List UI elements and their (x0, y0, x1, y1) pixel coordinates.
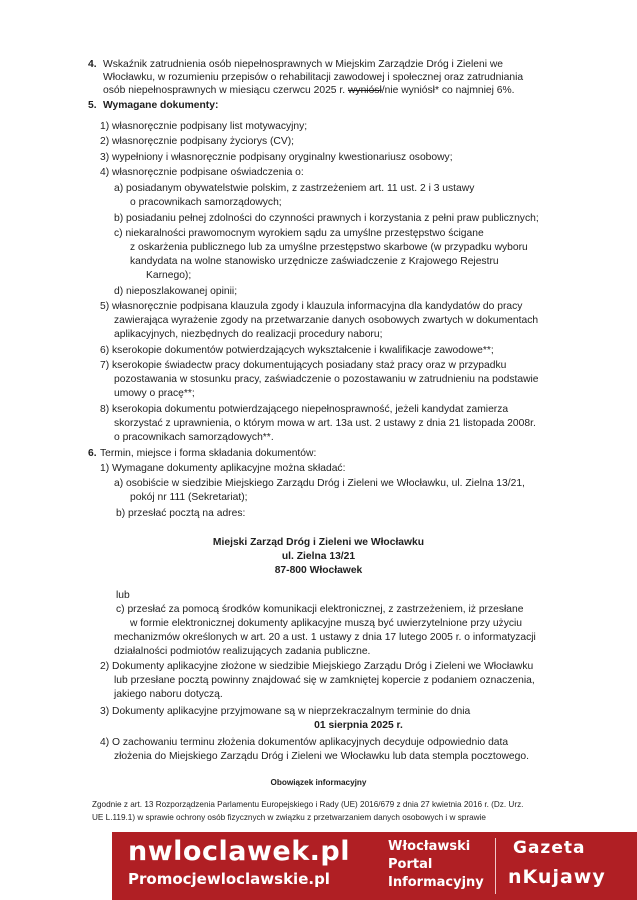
doc-line: lub przesłane pocztą powinny znajdować się w zamkniętej kopercie z podaniem oznaczenia, (114, 675, 535, 686)
doc-line: a) osobiście w siedzibie Miejskiego Zarządu Dróg i Zieleni we Włocławku, ul. Zielna 13/21, (114, 478, 525, 489)
doc-line: jakiego naboru dotyczą. (114, 689, 223, 700)
doc-line: pozostawania w stosunku pracy, zaświadczenie o pozostawaniu w zatrudnieniu na podstawie (114, 374, 539, 385)
site-logo-subtext[interactable]: Promocjewloclawskie.pl (128, 870, 330, 888)
section-4-line: osób niepełnosprawnych w miesiącu czerwcu 2025 r. wyniósł/nie wyniósł* co najmniej 6%. (103, 85, 515, 96)
doc-line: o pracownikach samorządowych; (130, 197, 282, 208)
deadline-date: 01 sierpnia 2025 r. (314, 720, 403, 731)
site-logo-text[interactable]: nwloclawek.pl (128, 836, 350, 867)
section-4-line: Wskaźnik zatrudnienia osób niepełnosprawnych w Miejskim Zarządzie Dróg i Zieleni we (103, 59, 504, 70)
address-line: ul. Zielna 13/21 (281, 551, 356, 562)
doc-line: 7) kserokopie świadectw pracy dokumentujących posiadany staż pracy oraz w przypadku (100, 360, 507, 371)
doc-line: o pracownikach samorządowych**. (114, 432, 274, 443)
nkujawy-label[interactable]: nKujawy (508, 866, 606, 888)
section-4-line: Włocławku, w rozumieniu przepisów o rehabilitacji zawodowej i społecznej oraz zatrudniania (103, 72, 524, 83)
doc-line: Termin, miejsce i forma składania dokumentów: (100, 448, 317, 459)
doc-line: d) nieposzlakowanej opinii; (114, 286, 238, 297)
doc-line: działalności podmiotów realizujących zadania publiczne. (114, 646, 371, 657)
doc-line: z oskarżenia publicznego lub za umyślne przestępstwo skarbowe (w przypadku wyboru (130, 242, 528, 253)
doc-line: mechanizmów określonych w art. 20 a ust. 1 ustawy z dnia 17 lutego 2005 r. o informatyzacji (114, 632, 536, 643)
doc-line: c) przesłać za pomocą środków komunikacji elektronicznej, z zastrzeżeniem, iż przesłane (116, 604, 524, 615)
address-line: 87-800 Włocławek (274, 565, 363, 576)
doc-line: b) przesłać pocztą na adres: (116, 508, 246, 519)
section-6-number: 6. (88, 448, 97, 459)
doc-line: a) posiadanym obywatelstwie polskim, z zastrzeżeniem art. 11 ust. 2 i 3 ustawy (114, 183, 475, 194)
doc-line: umowy o pracę**; (114, 388, 195, 399)
doc-line: 3) wypełniony i własnoręcznie podpisany oryginalny kwestionariusz osobowy; (100, 152, 453, 163)
doc-line: b) posiadaniu pełnej zdolności do czynności prawnych i korzystania z pełni praw publicznych; (114, 213, 539, 224)
doc-line: 5) własnoręcznie podpisana klauzula zgody i klauzula informacyjna dla kandydatów do pracy (100, 301, 523, 312)
gazeta-label[interactable]: Gazeta (513, 838, 586, 858)
banner-divider (495, 838, 496, 894)
doc-line: 6) kserokopie dokumentów potwierdzających wykształcenie i kwalifikacje zawodowe**; (100, 345, 494, 356)
doc-line: c) niekaralności prawomocnym wyrokiem sądu za umyślne przestępstwo ścigane (114, 228, 484, 239)
doc-line: w formie elektronicznej dokumenty aplikacyjne muszą być uwierzytelnione przy użyciu (130, 618, 523, 629)
doc-line: 1) Wymagane dokumenty aplikacyjne można składać: (100, 463, 346, 474)
doc-line: 1) własnoręcznie podpisany list motywacyjny; (100, 121, 308, 132)
doc-line: kandydata na wolne stanowisko urzędnicze zaświadczenie z Krajowego Rejestru (130, 256, 499, 267)
doc-line: 4) O zachowaniu terminu złożenia dokumentów aplikacyjnych decyduje odpowiednio data (100, 737, 509, 748)
address-line: Miejski Zarząd Dróg i Zieleni we Włocławku (212, 537, 425, 548)
section-4-number: 4. (88, 59, 97, 70)
doc-line: 2) Dokumenty aplikacyjne złożone w siedzibie Miejskiego Zarządu Dróg i Zieleni we Włocławku (100, 661, 534, 672)
doc-line: 8) kserokopia dokumentu potwierdzającego niepełnosprawność, jeżeli kandydat zamierza (100, 404, 509, 415)
doc-line: zawierająca wyrażenie zgody na przetwarzanie danych osobowych zwartych w dokumentach (114, 315, 539, 326)
doc-line: aplikacyjnych, niezbędnych do realizacji procedury naboru; (114, 329, 383, 340)
doc-line: lub (116, 590, 130, 601)
info-line: UE L.119.1) w sprawie ochrony osób fizycznych w związku z przetwarzaniem danych osobowych i w sprawie (92, 813, 486, 822)
doc-line: Karnego); (146, 270, 192, 281)
doc-line: 4) własnoręcznie podpisane oświadczenia o: (100, 167, 304, 178)
doc-line: 3) Dokumenty aplikacyjne przyjmowane są w nieprzekraczalnym terminie do dnia (100, 706, 471, 717)
section-5-title: Wymagane dokumenty: (103, 100, 219, 111)
doc-line: pokój nr 111 (Sekretariat); (130, 492, 248, 503)
portal-label: Włocławski Portal Informacyjny (388, 839, 484, 890)
info-line: Zgodnie z art. 13 Rozporządzenia Parlamentu Europejskiego i Rady (UE) 2016/679 z dnia 27 kwietnia 2016 r. (Dz. Urz. (92, 800, 524, 809)
info-title: Obowiązek informacyjny (270, 778, 367, 787)
doc-line: złożenia do Miejskiego Zarządu Dróg i Zieleni we Włocławku lub data stempla pocztowego. (114, 751, 529, 762)
section-5-number: 5. (88, 100, 97, 111)
doc-line: 2) własnoręcznie podpisany życiorys (CV); (100, 136, 294, 147)
doc-line: skorzystać z uprawnienia, o którym mowa w art. 13a ust. 2 ustawy z dnia 21 listopada 2008r. (114, 418, 536, 429)
